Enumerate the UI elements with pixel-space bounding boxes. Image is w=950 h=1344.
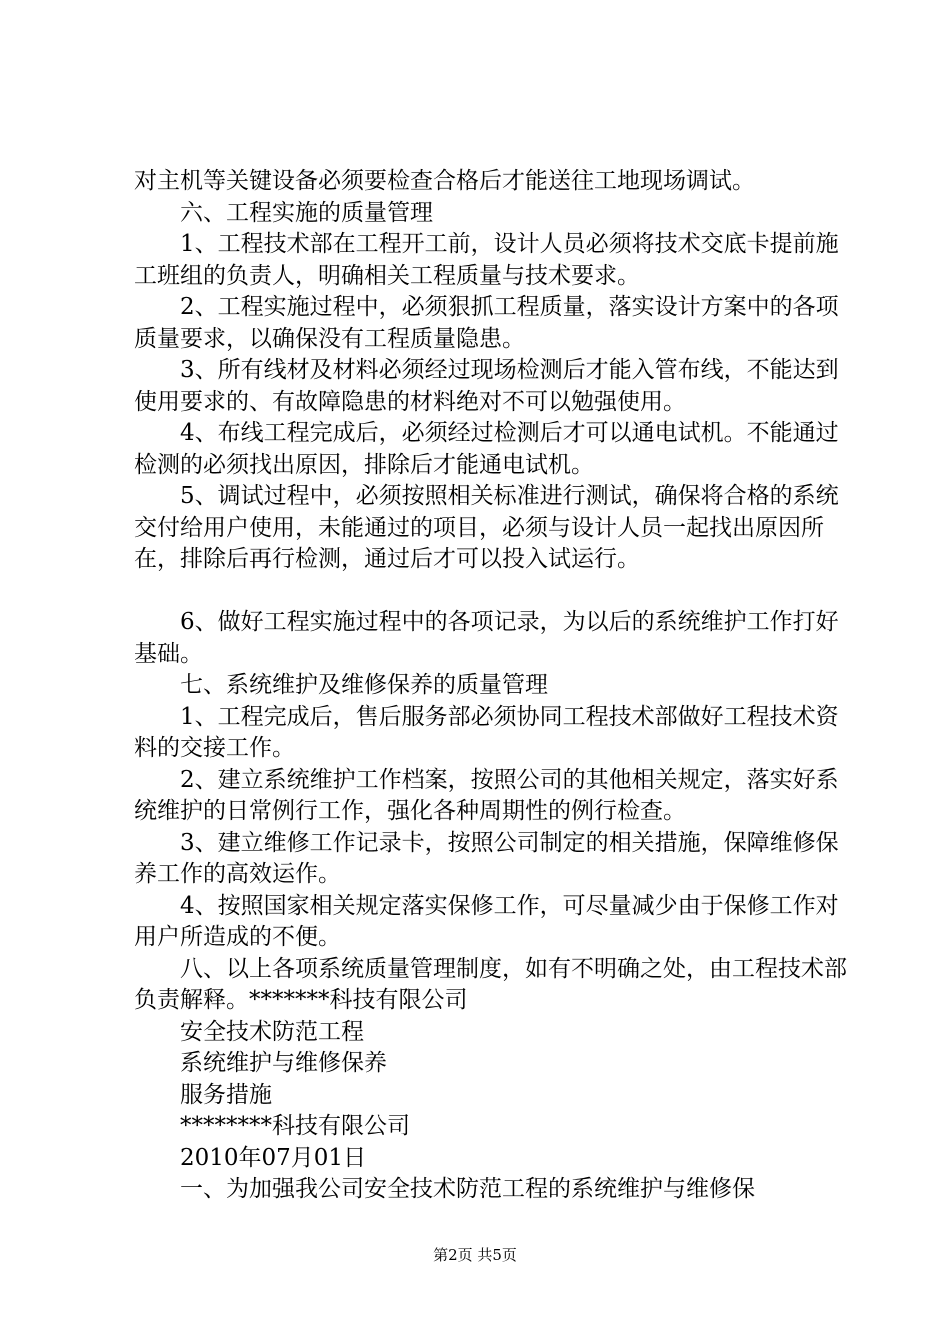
page-indicator: 第2页 共5页 [433,1246,517,1264]
title-line: 安全技术防范工程 [180,1018,364,1045]
paragraph: 2、工程实施过程中，必须狠抓工程质量，落实设计方案中的各项质量要求，以确保没有工程质量隐患。 [134,294,839,352]
company-name: ********科技有限公司 [180,1113,410,1139]
section-heading-6: 六、工程实施的质量管理 [180,199,433,226]
document-date: 2010年07月01日 [180,1144,367,1171]
paragraph: 6、做好工程实施过程中的各项记录，为以后的系统维护工作打好基础。 [134,609,839,667]
paragraph: 2、建立系统维护工作档案，按照公司的其他相关规定，落实好系统维护的日常例行工作，强化各种周期性的例行检查。 [134,766,839,824]
page-footer [0,1245,950,1265]
section-heading-8: 八、以上各项系统质量管理制度，如有不明确之处，由工程技术部负责解释。*******科技有限公司 [134,955,847,1013]
paragraph: 一、为加强我公司安全技术防范工程的系统维护与维修保 [180,1176,755,1202]
paragraph: 3、所有线材及材料必须经过现场检测后才能入管布线，不能达到使用要求的、有故障隐患的材料绝对不可以勉强使用。 [134,357,839,415]
paragraph: 3、建立维修工作记录卡，按照公司制定的相关措施，保障维修保养工作的高效运作。 [134,829,839,887]
title-line: 系统维护与维修保养 [180,1050,387,1076]
paragraph-continuation: 对主机等关键设备必须要检查合格后才能送往工地现场调试。 [134,168,755,194]
paragraph: 5、调试过程中，必须按照相关标准进行测试，确保将合格的系统交付给用户使用，未能通过的项目，必须与设计人员一起找出原因所在，排除后再行检测，通过后才可以投入试运行。 [134,483,839,572]
paragraph: 1、工程完成后，售后服务部必须协同工程技术部做好工程技术资料的交接工作。 [134,703,839,761]
paragraph: 1、工程技术部在工程开工前，设计人员必须将技术交底卡提前施工班组的负责人，明确相关工程质量与技术要求。 [134,231,839,289]
paragraph: 4、布线工程完成后，必须经过检测后才可以通电试机。不能通过检测的必须找出原因，排除后才能通电试机。 [134,420,839,478]
document-body [134,166,850,1206]
title-line: 服务措施 [180,1081,272,1108]
section-heading-7: 七、系统维护及维修保养的质量管理 [180,672,548,698]
paragraph: 4、按照国家相关规定落实保修工作，可尽量减少由于保修工作对用户所造成的不便。 [134,892,839,950]
